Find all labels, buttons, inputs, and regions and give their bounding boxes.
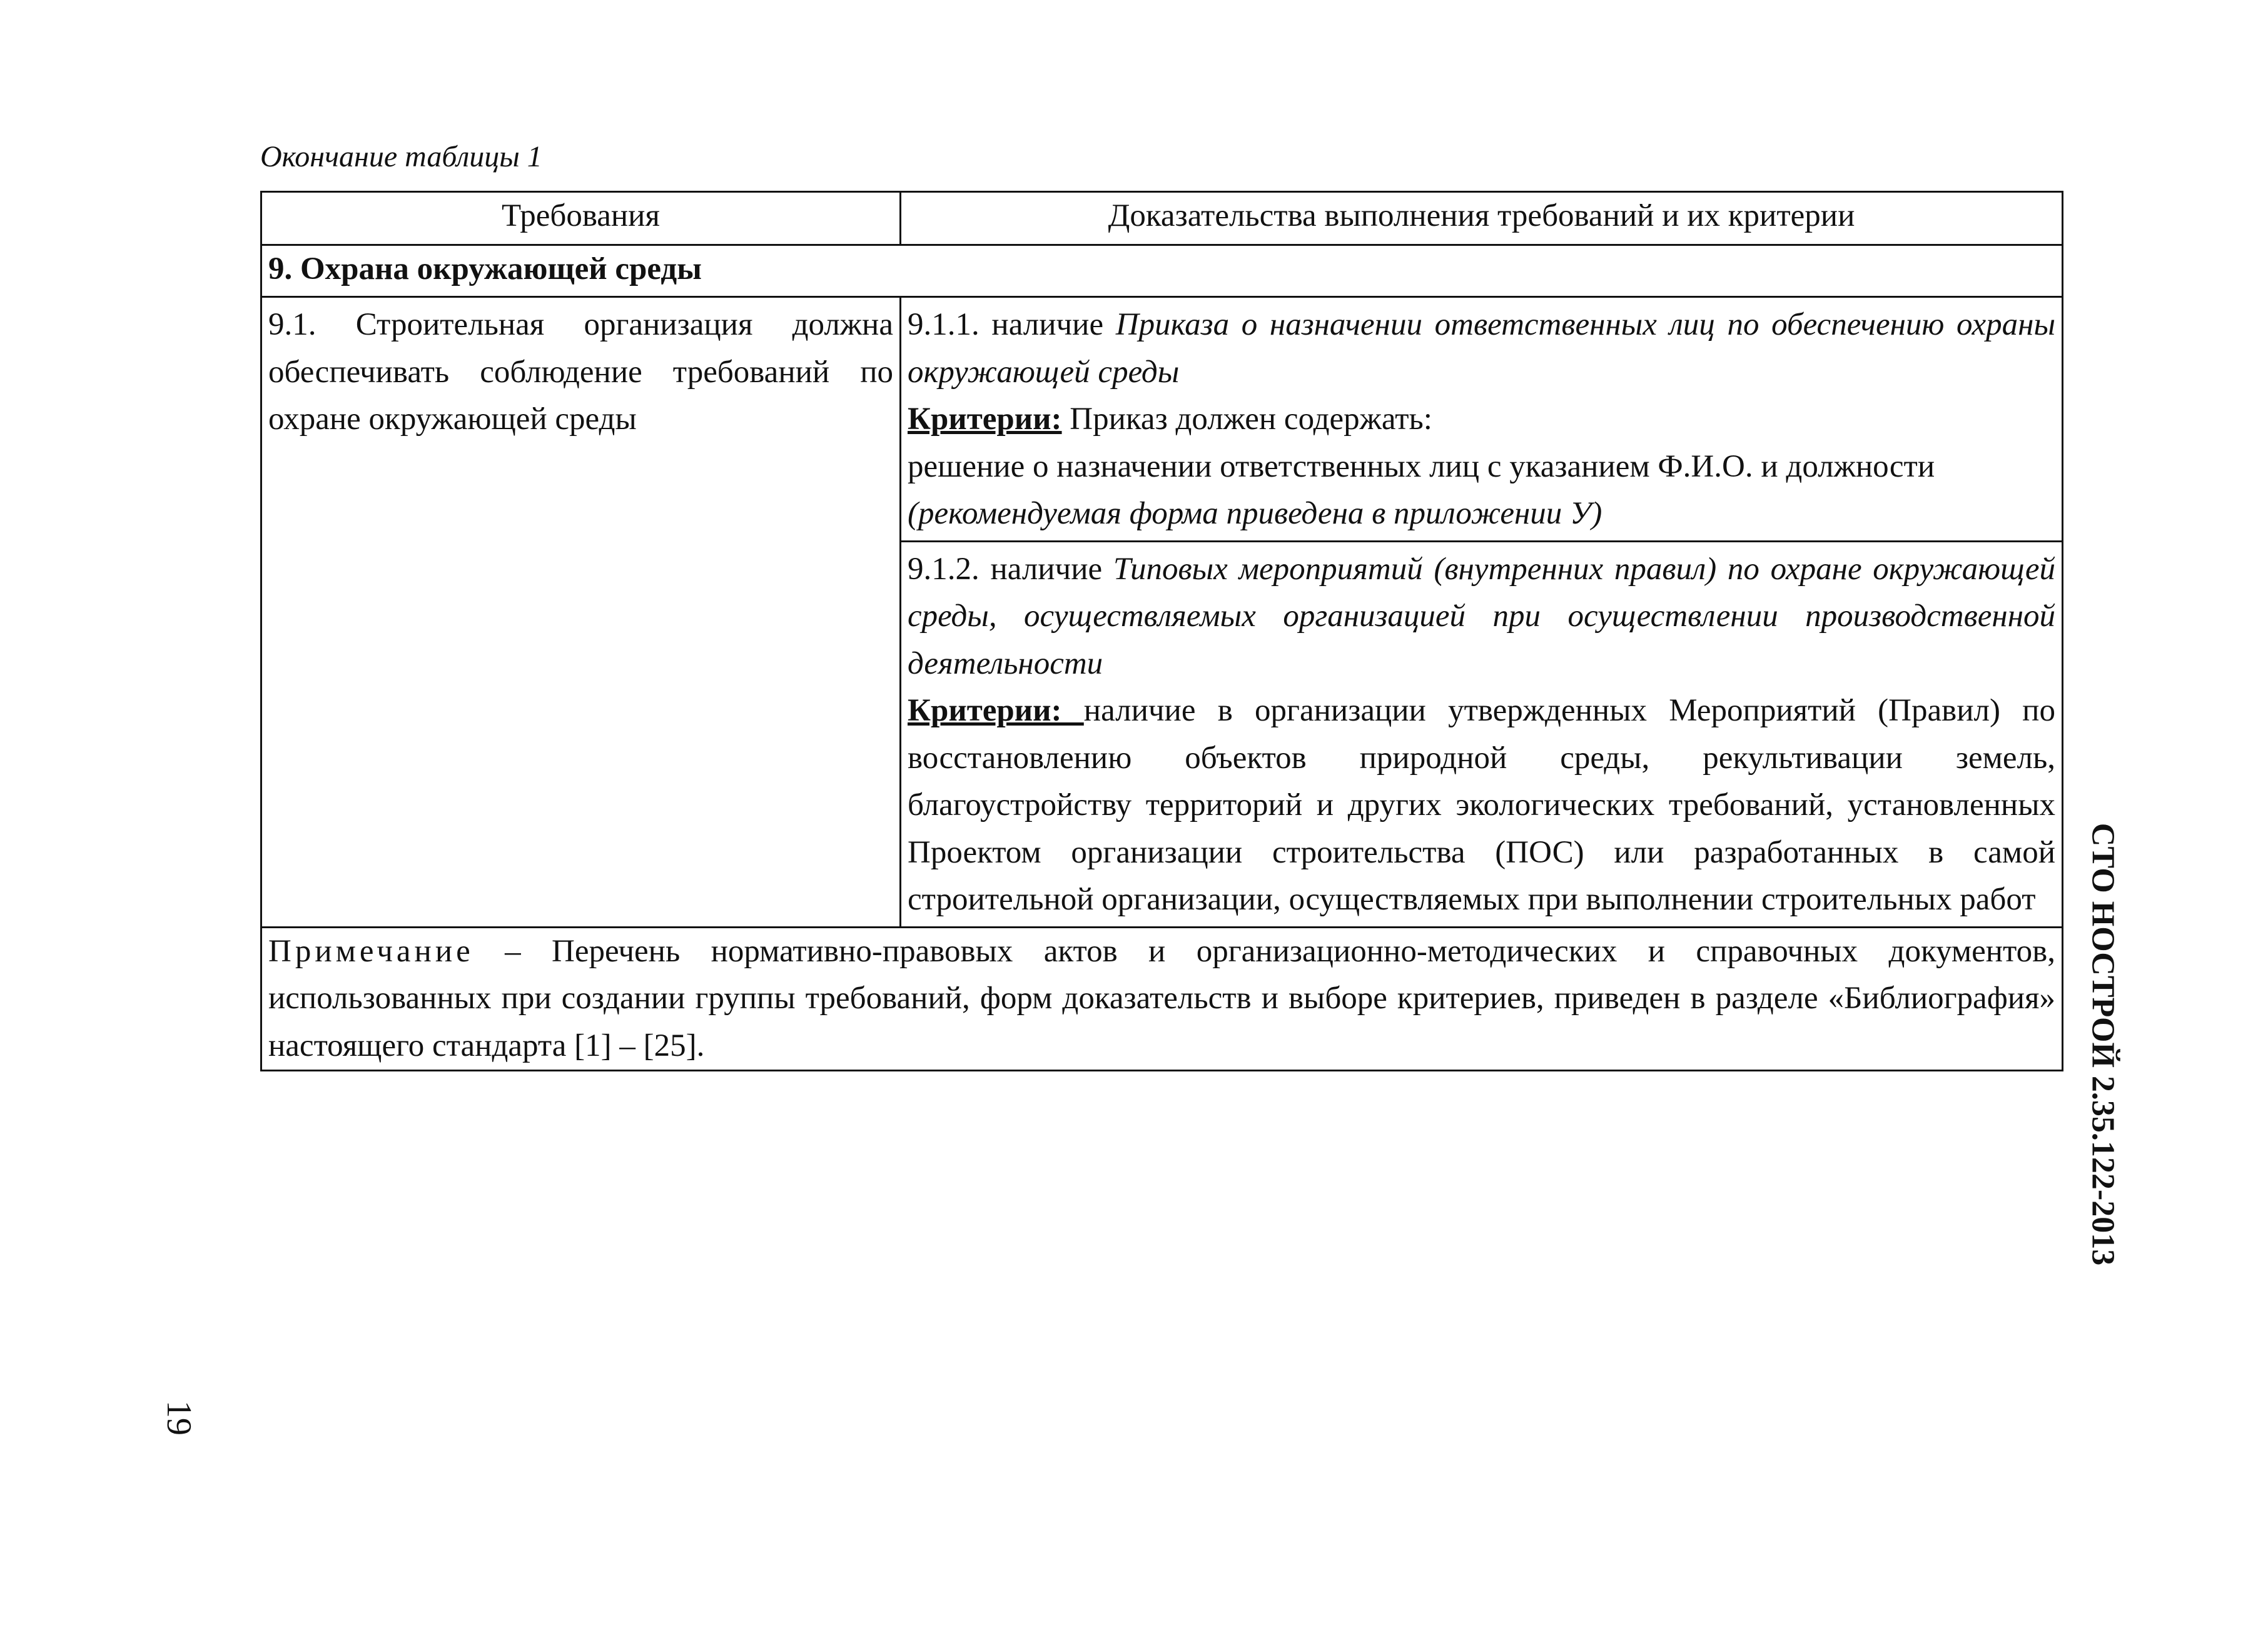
- requirement-text: 9.1. Строительная организация должна обеспечивать соблюдение требований по охране окружающей среды: [268, 307, 893, 437]
- evidence-1-title: [908, 301, 2055, 396]
- evidence-1-criteria-text: Приказ должен содержать:: [1061, 402, 1432, 437]
- evidence-2-criteria: [908, 687, 2055, 924]
- requirements-table: [260, 191, 2063, 1071]
- header-requirements: Требования: [261, 192, 901, 245]
- evidence-2-criteria-text: наличие в организации утвержденных Мероприятий (Правил) по восстановлению объектов природной среды, рекультивации земель, благоустройству территорий и других экологических требований, установленных Проектом организации строительства (ПОС) или разработанных в самой строительной организации, осуществляемых при выполнении строительных работ: [908, 693, 2055, 917]
- section-title: 9. Охрана окружающей среды: [261, 245, 2063, 297]
- evidence-1-criteria: [908, 396, 2055, 443]
- document-standard-id: СТО НОСТРОЙ 2.35.122-2013: [2085, 823, 2121, 1266]
- evidence-1-doc: Приказа о назначении ответственных лиц по обеспечению охраны окружающей среды: [908, 307, 2055, 390]
- footnote-cell: [261, 927, 2063, 1071]
- evidence-1-criteria-label: Критерии:: [908, 402, 1062, 437]
- evidence-1-note: (рекомендуемая форма приведена в приложении У): [908, 496, 1602, 531]
- evidence-2-criteria-label: Критерии:: [908, 693, 1084, 728]
- evidence-1-criteria-detail: решение о назначении ответственных лиц с указанием Ф.И.О. и должности: [908, 448, 1935, 484]
- evidence-cell-1: [901, 297, 2063, 542]
- evidence-2-title: [908, 546, 2055, 688]
- table-caption: Окончание таблицы 1: [260, 140, 542, 173]
- evidence-2-doc: Типовых мероприятий (внутренних правил) по охране окружающей среды, осуществляемых организацией при осуществлении производственной деятельности: [908, 551, 2055, 681]
- evidence-1-prefix: 9.1.1. наличие: [908, 307, 1116, 342]
- header-evidence: Доказательства выполнения требований и их критерии: [901, 192, 2063, 245]
- table-header-row: [261, 192, 2063, 245]
- footnote-row: [261, 927, 2063, 1071]
- footnote-label: Примечание: [268, 933, 474, 969]
- requirement-cell: [261, 297, 901, 928]
- section-row: [261, 245, 2063, 297]
- footnote-text: – Перечень нормативно-правовых актов и организационно-методических и справочных документов, использованных при создании группы требований, форм доказательств и выборе критериев, приведен в разделе «Библиография» настоящего стандарта [1] – [25].: [268, 933, 2055, 1063]
- evidence-2-prefix: 9.1.2. наличие: [908, 551, 1113, 587]
- evidence-cell-2: [901, 541, 2063, 927]
- page-number: 19: [159, 1400, 198, 1435]
- table-row: [261, 297, 2063, 542]
